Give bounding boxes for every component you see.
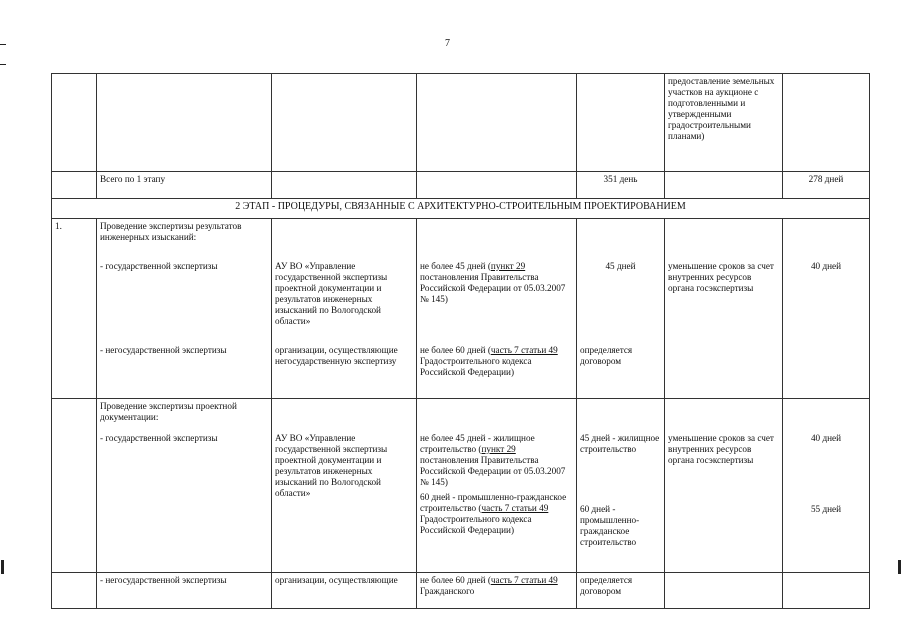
- item1-nonstate-term: не более 60 дней (часть 7 статьи 49 Градостроительного кодекса Российской Федерации): [417, 343, 577, 399]
- table-row-item2-state: [52, 431, 870, 573]
- item1-state-term: не более 45 дней (пункт 29 постановления Правительства Российской Федерации от 05.03.2007 № 145): [417, 259, 577, 343]
- item1-state-measure: уменьшение сроков за счет внутренних ресурсов органа госэкспертизы: [665, 259, 783, 343]
- measures-cell: предоставление земельных участков на аукционе с подготовленными и утвержденными градостроительными планами): [665, 74, 783, 172]
- law-reference-link[interactable]: пункт 29: [481, 443, 516, 454]
- edge-mark-left-bottom: [1, 560, 4, 574]
- item1-nonstate-days: определяется договором: [577, 343, 665, 399]
- item2-nonstate-label: - негосударственной экспертизы: [97, 573, 272, 609]
- law-reference-link[interactable]: пункт 29: [490, 260, 526, 271]
- item1-state-org: АУ ВО «Управление государственной экспертизы проектной документации и результатов инженерных изысканий по Вологодской области»: [272, 259, 417, 343]
- edge-mark-left-mid: [0, 64, 6, 65]
- item2-state-label: - государственной экспертизы: [97, 431, 272, 573]
- table-row-item2-nonstate: [52, 573, 870, 609]
- section-header-row: [52, 199, 870, 219]
- item1-state-new-days: 40 дней: [783, 259, 870, 343]
- page-number: 7: [445, 38, 450, 49]
- section-title: 2 ЭТАП - ПРОЦЕДУРЫ, СВЯЗАННЫЕ С АРХИТЕКТУРНО-СТРОИТЕЛЬНЫМ ПРОЕКТИРОВАНИЕМ: [52, 199, 870, 219]
- item1-nonstate-label: - негосударственной экспертизы: [97, 343, 272, 399]
- item2-state-org: АУ ВО «Управление государственной экспертизы проектной документации и результатов инженерных изысканий по Вологодской области»: [272, 431, 417, 573]
- law-reference-link[interactable]: часть 7 статьи 49: [490, 575, 558, 585]
- law-reference-link[interactable]: часть 7 статьи 49: [490, 344, 558, 355]
- item1-state-label: - государственной экспертизы: [97, 259, 272, 343]
- item-number: 1.: [52, 219, 97, 399]
- item2-state-new-days: 40 дней 55 дней: [783, 431, 870, 573]
- item2-nonstate-org: организации, осуществляющие: [272, 573, 417, 609]
- table-row-item1-nonstate: [52, 343, 870, 399]
- edge-mark-right-bottom: [898, 560, 901, 574]
- total-days-new: 278 дней: [783, 172, 870, 199]
- item1-heading: Проведение экспертизы результатов инженерных изысканий:: [97, 219, 272, 259]
- table-row-item2-heading: [52, 399, 870, 431]
- total-label: Всего по 1 этапу: [97, 172, 272, 199]
- procedures-table: [51, 73, 870, 609]
- total-days: 351 день: [577, 172, 665, 199]
- item2-state-term: не более 45 дней - жилищное строительство (пункт 29 постановления Правительства Российской Федерации от 05.03.2007 № 145) 60 дней - промышленно-гражданское строительство (часть 7 статьи 49 Градостроительного кодекса Российской Федерации): [417, 431, 577, 573]
- item1-nonstate-org: организации, осуществляющие негосударственную экспертизу: [272, 343, 417, 399]
- table-row-continuation: [52, 74, 870, 172]
- law-reference-link[interactable]: часть 7 статьи 49: [481, 502, 549, 513]
- table-row-total: [52, 172, 870, 199]
- item1-state-days: 45 дней: [577, 259, 665, 343]
- item2-heading: Проведение экспертизы проектной документации:: [97, 399, 272, 431]
- item2-nonstate-term: не более 60 дней (часть 7 статьи 49 Гражданского: [417, 573, 577, 609]
- item2-state-days: 45 дней - жилищное строительство 60 дней - промышленно-гражданское строительство: [577, 431, 665, 573]
- table-row-item1-state: [52, 259, 870, 343]
- item2-state-measure: уменьшение сроков за счет внутренних ресурсов органа госэкспертизы: [665, 431, 783, 573]
- edge-mark-left-top: [0, 44, 6, 45]
- item2-nonstate-days: определяется договором: [577, 573, 665, 609]
- table-row-item1-heading: [52, 219, 870, 259]
